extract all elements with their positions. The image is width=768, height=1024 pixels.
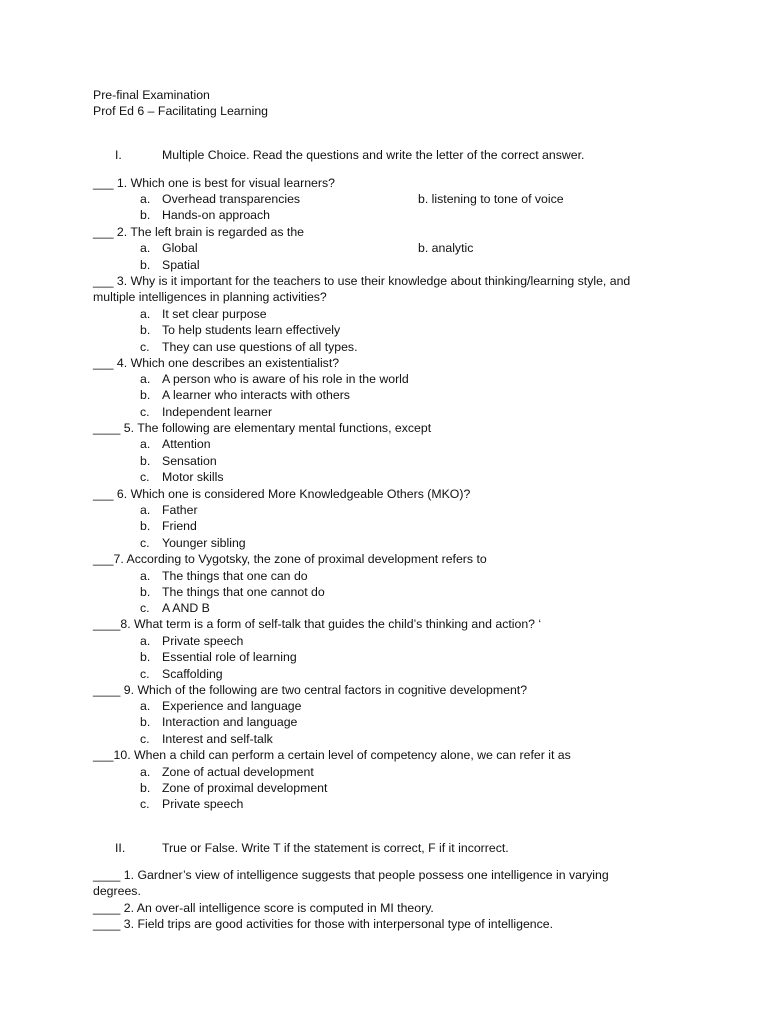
option-text: Zone of actual development: [162, 765, 314, 779]
option-letter: a.: [140, 569, 151, 583]
option-text: Hands-on approach: [162, 208, 271, 222]
section-instruction: True or False. Write T if the statement is correct, F if it incorrect.: [162, 841, 509, 855]
option-text: To help students learn effectively: [162, 323, 341, 337]
course-title: Prof Ed 6 – Facilitating Learning: [93, 104, 268, 118]
section-number: I.: [115, 148, 122, 162]
option-text: Global: [162, 241, 198, 255]
option-letter: c.: [140, 470, 150, 484]
option-text-side: b. analytic: [418, 241, 474, 255]
true-false-item: ____ 3. Field trips are good activities for those with interpersonal type of intelligence.: [93, 917, 554, 931]
section-instruction: Multiple Choice. Read the questions and write the letter of the correct answer.: [162, 148, 585, 162]
option-letter: b.: [140, 781, 151, 795]
option-text: Overhead transparencies: [162, 192, 301, 206]
option-letter: a.: [140, 634, 151, 648]
question-text: ____8. What term is a form of self-talk that guides the child’s thinking and action? ‘: [93, 617, 542, 631]
option-text: Interest and self-talk: [162, 732, 273, 746]
option-text: Friend: [162, 519, 197, 533]
true-false-item: ____ 2. An over-all intelligence score is computed in MI theory.: [93, 901, 434, 915]
question-text: ___10. When a child can perform a certain level of competency alone, we can refer it as: [93, 748, 571, 762]
option-text: A AND B: [162, 601, 210, 615]
question-text: ___ 3. Why is it important for the teachers to use their knowledge about thinking/learning style, and: [93, 274, 631, 288]
option-text: Father: [162, 503, 198, 517]
true-false-item-continued: degrees.: [93, 884, 141, 898]
option-text-side: b. listening to tone of voice: [418, 192, 564, 206]
option-text: Scaffolding: [162, 667, 223, 681]
option-text: Spatial: [162, 258, 200, 272]
true-false-item: ____ 1. Gardner’s view of intelligence suggests that people possess one intelligence in varying: [93, 868, 609, 882]
option-letter: a.: [140, 192, 151, 206]
option-letter: a.: [140, 699, 151, 713]
option-text: Attention: [162, 437, 211, 451]
option-text: Motor skills: [162, 470, 224, 484]
option-text: Interaction and language: [162, 715, 298, 729]
option-text: Sensation: [162, 454, 217, 468]
option-letter: a.: [140, 307, 151, 321]
option-letter: c.: [140, 536, 150, 550]
option-letter: b.: [140, 454, 151, 468]
question-text: ____ 9. Which of the following are two central factors in cognitive development?: [93, 683, 528, 697]
option-text: The things that one cannot do: [162, 585, 325, 599]
question-text: ___7. According to Vygotsky, the zone of proximal development refers to: [93, 552, 487, 566]
option-text: Experience and language: [162, 699, 302, 713]
section-number: II.: [115, 841, 126, 855]
option-text: Younger sibling: [162, 536, 246, 550]
option-text: Zone of proximal development: [162, 781, 328, 795]
question-text: ___ 6. Which one is considered More Knowledgeable Others (MKO)?: [93, 487, 471, 501]
option-letter: c.: [140, 797, 150, 811]
question-text: ___ 2. The left brain is regarded as the: [93, 225, 305, 239]
option-text: Private speech: [162, 797, 244, 811]
option-text: Essential role of learning: [162, 650, 297, 664]
option-letter: b.: [140, 323, 151, 337]
question-text: ____ 5. The following are elementary mental functions, except: [93, 421, 432, 435]
option-text: A learner who interacts with others: [162, 388, 350, 402]
option-text: It set clear purpose: [162, 307, 267, 321]
option-letter: b.: [140, 208, 151, 222]
option-letter: a.: [140, 241, 151, 255]
option-letter: a.: [140, 437, 151, 451]
option-letter: b.: [140, 258, 151, 272]
exam-title: Pre-final Examination: [93, 88, 210, 102]
option-text: They can use questions of all types.: [162, 340, 358, 354]
question-text: ___ 1. Which one is best for visual learners?: [93, 176, 335, 190]
option-text: Independent learner: [162, 405, 273, 419]
option-letter: b.: [140, 585, 151, 599]
option-letter: c.: [140, 732, 150, 746]
question-text-continued: multiple intelligences in planning activities?: [93, 290, 327, 304]
option-letter: a.: [140, 765, 151, 779]
option-letter: b.: [140, 519, 151, 533]
option-letter: a.: [140, 503, 151, 517]
option-letter: c.: [140, 667, 150, 681]
option-letter: b.: [140, 650, 151, 664]
option-text: The things that one can do: [162, 569, 308, 583]
option-letter: c.: [140, 340, 150, 354]
option-letter: c.: [140, 405, 150, 419]
option-text: Private speech: [162, 634, 244, 648]
option-letter: b.: [140, 388, 151, 402]
option-letter: a.: [140, 372, 151, 386]
option-letter: c.: [140, 601, 150, 615]
question-text: ___ 4. Which one describes an existentialist?: [93, 356, 340, 370]
option-letter: b.: [140, 715, 151, 729]
option-text: A person who is aware of his role in the world: [162, 372, 409, 386]
